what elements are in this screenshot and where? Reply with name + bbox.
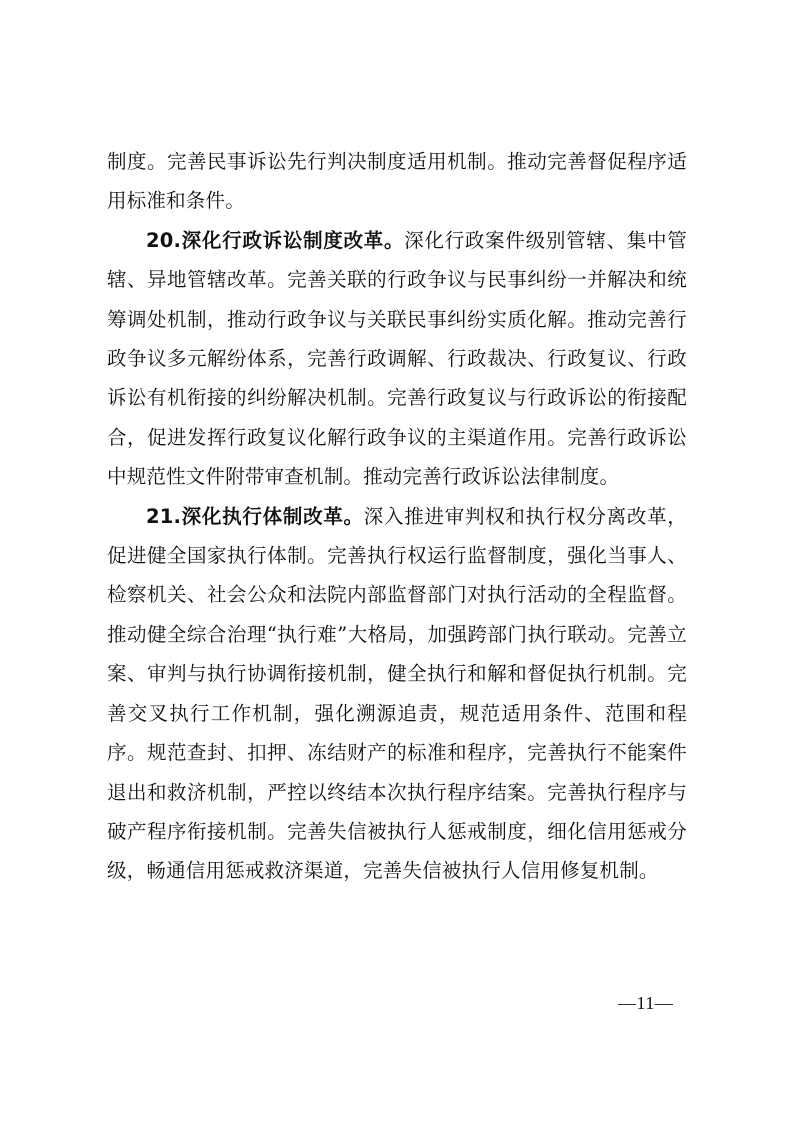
body-text	[107, 142, 687, 891]
paragraph-section-21	[107, 497, 687, 891]
paragraph-section-20	[107, 221, 687, 497]
paragraph-continuation	[107, 142, 687, 221]
paragraph-text: 制度。完善民事诉讼先行判决制度适用机制。推动完善督促程序适用标准和条件。	[107, 150, 687, 213]
section-heading-21: 21.深化执行体制改革。	[146, 504, 364, 528]
page-number: —11—	[618, 993, 674, 1013]
paragraph-text: 深入推进审判权和执行权分离改革，促进健全国家执行体制。完善执行权运行监督制度，强化当事人、检察机关、社会公众和法院内部监督部门对执行活动的全程监督。推动健全综合治理“执行难”大格局，加强跨部门执行联动。完善立案、审判与执行协调衔接机制，健全执行和解和督促执行机制。完善交叉执行工作机制，强化溯源追责，规范适用条件、范围和程序。规范查封、扣押、冻结财产的标准和程序，完善执行不能案件退出和救济机制，严控以终结本次执行程序结案。完善执行程序与破产程序衔接机制。完善失信被执行人惩戒制度，细化信用惩戒分级，畅通信用惩戒救济渠道，完善失信被执行人信用修复机制。	[107, 504, 688, 883]
section-heading-20: 20.深化行政诉讼制度改革。	[146, 228, 405, 252]
paragraph-text: 深化行政案件级别管辖、集中管辖、异地管辖改革。完善关联的行政争议与民事纠纷一并解决和统筹调处机制，推动行政争议与关联民事纠纷实质化解。推动完善行政争议多元解纷体系，完善行政调解、行政裁决、行政复议、行政诉讼有机衔接的纠纷解决机制。完善行政复议与行政诉讼的衔接配合，促进发挥行政复议化解行政争议的主渠道作用。完善行政诉讼中规范性文件附带审查机制。推动完善行政诉讼法律制度。	[107, 228, 687, 489]
